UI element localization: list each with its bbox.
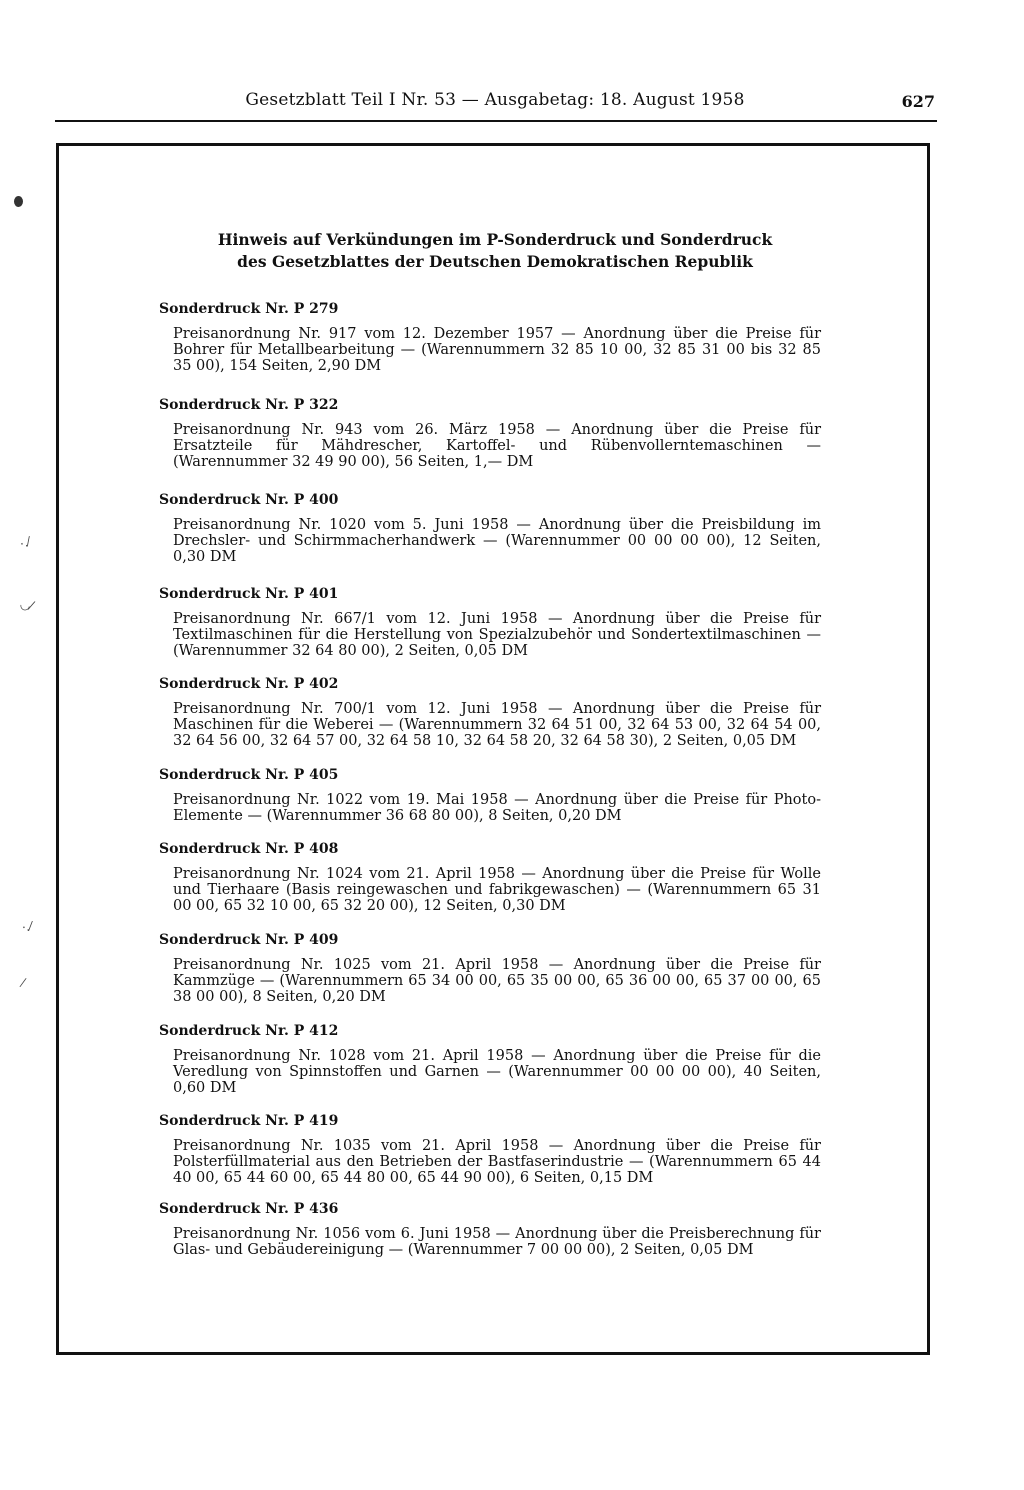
entry-text: Preisanordnung Nr. 700/1 vom 12. Juni 1958 — Anordnung über die Preise für Maschinen für die Weberei — (Warennummern 32 64 51 00, 32 64 53 00, 32 64 54 00, 32 64 56 00, 32 64 57 00, 32 64 58 10, 32 64 58 20, 32 64 58 30), 2 Seiten, 0,05 DM <box>173 701 821 749</box>
entry-text: Preisanordnung Nr. 943 vom 26. März 1958 — Anordnung über die Preise für Ersatzteile für Mähdrescher, Kartoffel- und Rübenvollerntemaschinen — (Warennummer 32 49 90 00), 56 Seiten, 1,— DM <box>173 422 821 470</box>
entry <box>155 1022 835 1096</box>
page-number: 627 <box>901 92 935 111</box>
entry <box>155 396 835 470</box>
margin-pencil-mark: ⁄ <box>21 975 25 991</box>
entry-heading: Sonderdruck Nr. P 412 <box>159 1023 339 1039</box>
entry <box>155 840 835 914</box>
margin-pencil-mark: ◡⁄ <box>18 597 34 613</box>
entry-heading: Sonderdruck Nr. P 408 <box>159 841 339 857</box>
entry-text: Preisanordnung Nr. 1056 vom 6. Juni 1958 — Anordnung über die Preisberechnung für Glas- und Gebäudereinigung — (Warennummer 7 00 00 00), 2 Seiten, 0,05 DM <box>173 1226 821 1258</box>
entry-heading: Sonderdruck Nr. P 436 <box>159 1201 339 1217</box>
entry-heading: Sonderdruck Nr. P 401 <box>159 586 339 602</box>
entry <box>155 675 835 749</box>
entry <box>155 300 835 374</box>
margin-speck <box>14 196 23 207</box>
running-header <box>55 86 935 114</box>
entry-heading: Sonderdruck Nr. P 402 <box>159 676 339 692</box>
entry-text: Preisanordnung Nr. 1028 vom 21. April 1958 — Anordnung über die Preise für die Veredlung von Spinnstoffen und Garnen — (Warennummer 00 00 00 00), 40 Seiten, 0,60 DM <box>173 1048 821 1096</box>
entry-heading: Sonderdruck Nr. P 400 <box>159 492 339 508</box>
entry <box>155 1200 835 1258</box>
entry-heading: Sonderdruck Nr. P 405 <box>159 767 339 783</box>
notice-title-line: des Gesetzblattes der Deutschen Demokratischen Republik <box>237 252 753 271</box>
entry <box>155 931 835 1005</box>
entry-heading: Sonderdruck Nr. P 409 <box>159 932 339 948</box>
entry-text: Preisanordnung Nr. 1024 vom 21. April 1958 — Anordnung über die Preise für Wolle und Tierhaare (Basis reingewaschen und fabrikgewaschen) — (Warennummern 65 31 00 00, 65 32 10 00, 65 32 20 00), 12 Seiten, 0,30 DM <box>173 866 821 914</box>
entry-heading: Sonderdruck Nr. P 279 <box>159 301 339 317</box>
entry-text: Preisanordnung Nr. 1020 vom 5. Juni 1958 — Anordnung über die Preisbildung im Drechsler- und Schirmmacherhandwerk — (Warennummer 00 00 00 00), 12 Seiten, 0,30 DM <box>173 517 821 565</box>
margin-pencil-mark: ·.⁄ <box>20 919 33 935</box>
margin-pencil-mark: ·.⁄ <box>17 534 32 552</box>
entry <box>155 1112 835 1186</box>
entry <box>155 766 835 824</box>
entry-text: Preisanordnung Nr. 1035 vom 21. April 1958 — Anordnung über die Preise für Polsterfüllmaterial aus den Betrieben der Bastfaserindustrie — (Warennummern 65 44 40 00, 65 44 60 00, 65 44 80 00, 65 44 90 00), 6 Seiten, 0,15 DM <box>173 1138 821 1186</box>
entry-text: Preisanordnung Nr. 1025 vom 21. April 1958 — Anordnung über die Preise für Kammzüge — (Warennummern 65 34 00 00, 65 35 00 00, 65 36 00 00, 65 37 00 00, 65 38 00 00), 8 Seiten, 0,20 DM <box>173 957 821 1005</box>
entry <box>155 491 835 565</box>
entry-text: Preisanordnung Nr. 667/1 vom 12. Juni 1958 — Anordnung über die Preise für Textilmaschinen für die Herstellung von Spezialzubehör und Sondertextilmaschinen — (Warennummer 32 64 80 00), 2 Seiten, 0,05 DM <box>173 611 821 659</box>
header-rule <box>55 120 937 122</box>
entry-text: Preisanordnung Nr. 1022 vom 19. Mai 1958 — Anordnung über die Preise für Photo-Elemente — (Warennummer 36 68 80 00), 8 Seiten, 0,20 DM <box>173 792 821 824</box>
entry-heading: Sonderdruck Nr. P 419 <box>159 1113 339 1129</box>
header-title: Gesetzblatt Teil I Nr. 53 — Ausgabetag: 18. August 1958 <box>245 90 745 110</box>
notice-title-line: Hinweis auf Verkündungen im P-Sonderdruck und Sonderdruck <box>217 230 773 249</box>
entry <box>155 585 835 659</box>
notice-title <box>160 229 830 273</box>
entry-heading: Sonderdruck Nr. P 322 <box>159 397 339 413</box>
entry-text: Preisanordnung Nr. 917 vom 12. Dezember 1957 — Anordnung über die Preise für Bohrer für Metallbearbeitung — (Warennummern 32 85 10 00, 32 85 31 00 bis 32 85 35 00), 154 Seiten, 2,90 DM <box>173 326 821 374</box>
